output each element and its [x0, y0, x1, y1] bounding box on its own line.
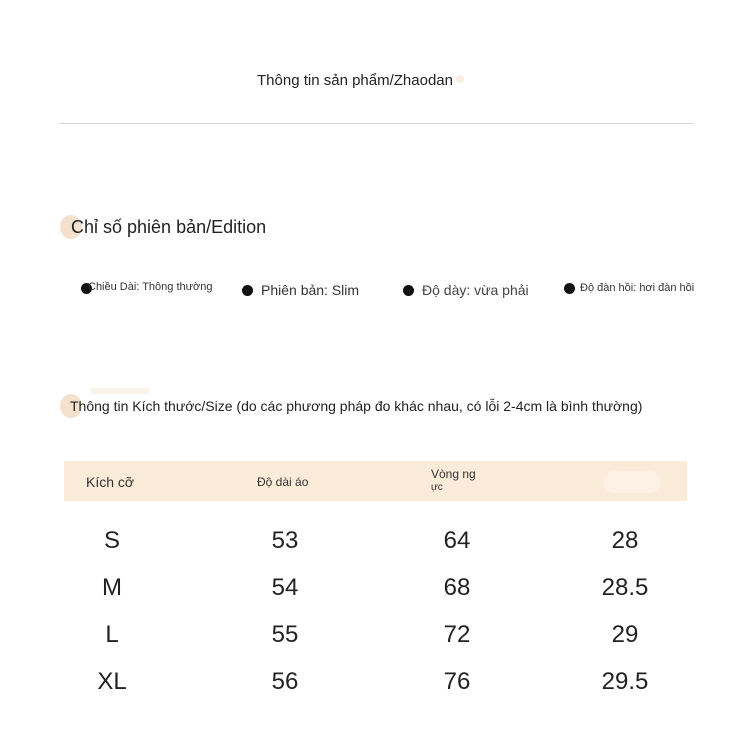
size-table	[64, 461, 687, 707]
header-size: Kích cỡ	[86, 474, 135, 490]
bullet-dot-icon	[403, 285, 414, 296]
table-row	[64, 566, 687, 613]
cell-chest: 72	[443, 621, 471, 648]
title-divider	[59, 123, 694, 124]
header-length: Độ dài áo	[257, 475, 309, 489]
cell-length: 55	[271, 621, 299, 648]
size-section-sparkle	[90, 388, 150, 394]
edition-attribute-thickness	[403, 282, 529, 298]
cell-fourth: 29.5	[601, 668, 649, 695]
size-section-title: Thông tin Kích thước/Size (do các phương pháp đo khác nhau, có lỗi 2-4cm là bình thường)	[70, 398, 643, 414]
size-table-body	[64, 501, 687, 707]
table-row	[64, 660, 687, 707]
header-chest	[431, 468, 487, 494]
table-row	[64, 613, 687, 660]
size-table-header	[64, 461, 687, 501]
edition-attribute-fit	[242, 282, 359, 298]
bullet-dot-icon	[564, 283, 575, 294]
cell-chest: 64	[443, 527, 471, 554]
cell-size: L	[105, 621, 119, 648]
edition-attribute-label: Độ dày: vừa phải	[422, 282, 529, 298]
cell-length: 56	[271, 668, 299, 695]
cell-chest: 68	[443, 574, 471, 601]
cell-length: 54	[271, 574, 299, 601]
cell-fourth: 29	[611, 621, 639, 648]
cell-size: XL	[97, 668, 127, 695]
cell-length: 53	[271, 527, 299, 554]
cell-fourth: 28.5	[601, 574, 649, 601]
bullet-dot-icon	[242, 285, 253, 296]
edition-attribute-label: Độ đàn hồi: hơi đàn hồi	[580, 282, 695, 294]
cell-size: S	[103, 527, 120, 554]
title-sparkle-decoration	[456, 75, 464, 83]
cell-chest: 76	[443, 668, 471, 695]
edition-attribute-label: Chiều Dài: Thông thường	[88, 281, 213, 293]
edition-attribute-elasticity	[564, 282, 694, 294]
edition-section-title: Chỉ số phiên bản/Edition	[71, 217, 267, 237]
cell-fourth: 28	[611, 527, 639, 554]
header-sparkle-decoration	[604, 471, 660, 493]
cell-size: M	[102, 574, 122, 601]
header-chest-line1: Vòng ng	[431, 467, 476, 481]
header-chest-line2: ực	[431, 482, 443, 493]
table-row	[64, 519, 687, 566]
edition-attribute-length	[81, 282, 212, 294]
page-title: Thông tin sản phẩm/Zhaodan	[257, 72, 453, 89]
edition-attribute-label: Phiên bản: Slim	[261, 282, 360, 298]
